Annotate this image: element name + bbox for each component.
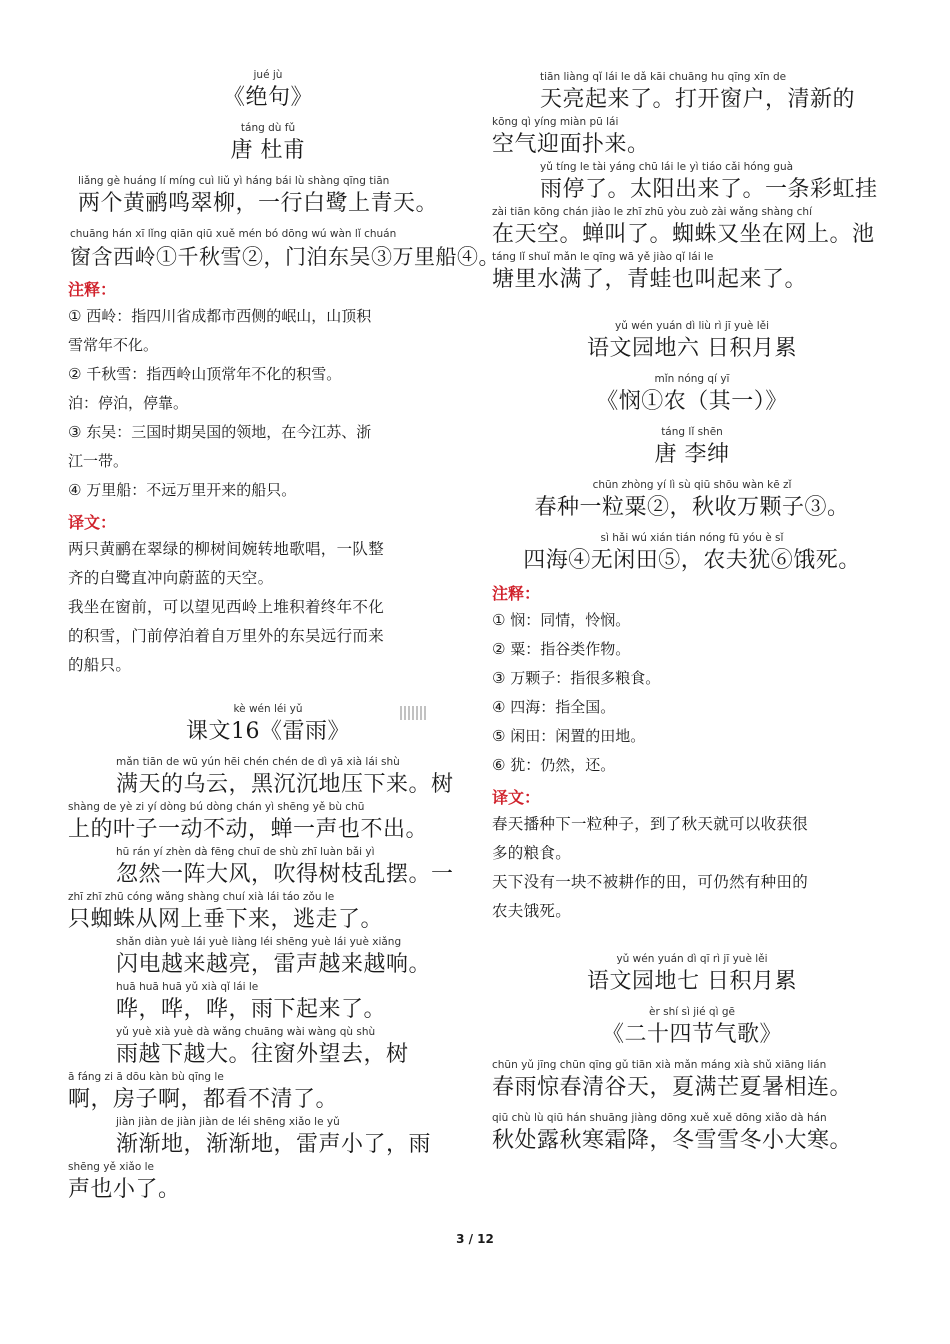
poem-author: 唐 李绅 — [654, 442, 730, 467]
notes-label: 注释： — [492, 584, 541, 603]
text-line: 忽然一阵大风，吹得树枝乱摆。一 — [116, 862, 454, 887]
pinyin-line: jué jù — [253, 69, 283, 81]
poem-title: 《悯①农（其一）》 — [596, 389, 788, 414]
pinyin-line: qiū chù lù qiū hán shuāng jiàng dōng xuě xuě dōng xiǎo dà hán — [492, 1112, 827, 1124]
poem-line: 四海④无闲田⑤，农夫犹⑥饿死。 — [523, 548, 861, 573]
pinyin-line: ā fáng zi ā dōu kàn bù qīng le — [68, 1071, 224, 1083]
pinyin-line: tiān liàng qǐ lái le dǎ kāi chuāng hu qīng xīn de — [540, 71, 787, 83]
note-line: ② 粟：指谷类作物。 — [492, 640, 631, 658]
pinyin-line: yǔ yuè xià yuè dà wǎng chuāng wài wàng qù shù — [116, 1026, 376, 1038]
pinyin-line: hū rán yí zhèn dà fēng chuī de shù zhī luàn bǎi yì — [116, 846, 375, 858]
pinyin-line: yǔ wén yuán dì qī rì jī yuè lěi — [616, 953, 768, 965]
pinyin-line: shēng yě xiǎo le — [68, 1161, 154, 1173]
pinyin-line: liǎng gè huáng lí míng cuì liǔ yì háng bái lù shàng qīng tiān — [78, 175, 390, 187]
translation-line: 的积雪，门前停泊着自万里外的东吴远行而来 — [68, 627, 385, 645]
left-column — [68, 68, 500, 1205]
pinyin-line: táng lǐ shēn — [661, 426, 723, 438]
note-line: ③ 万颗子：指很多粮食。 — [492, 669, 661, 687]
pinyin-line: jiàn jiàn de jiàn jiàn de léi shēng xiǎo le yǔ — [116, 1116, 340, 1128]
pinyin-line: mǎn tiān de wū yún hēi chén chén de dì yā xià lái shù — [116, 756, 400, 768]
poem-jueju — [68, 68, 500, 680]
pinyin-line: shǎn diàn yuè lái yuè liàng léi shēng yuè lái yuè xiǎng — [116, 936, 402, 948]
note-line: ③ 东吴：三国时期吴国的领地，在今江苏、浙 — [68, 423, 372, 441]
text-line: 空气迎面扑来。 — [492, 132, 650, 157]
lesson-title: 课文16《雷雨》 — [186, 719, 350, 744]
pinyin-line: táng dù fǔ — [240, 122, 296, 134]
note-line: 江一带。 — [68, 452, 129, 470]
note-line: ① 悯：同情，怜悯。 — [492, 611, 631, 629]
translation-line: 我坐在窗前，可以望见西岭上堆积着终年不化 — [68, 598, 385, 616]
poem-author: 唐 杜甫 — [230, 138, 306, 163]
pinyin-line: chūn zhòng yí lì sù qiū shōu wàn kē zǐ — [592, 479, 792, 491]
translation-line: 齐的白鹭直冲向蔚蓝的天空。 — [68, 569, 274, 587]
text-line: 塘里水满了，青蛙也叫起来了。 — [492, 267, 808, 292]
pinyin-line: èr shí sì jié qì gē — [649, 1006, 735, 1018]
chinese-garden-7 — [492, 952, 892, 1156]
translation-line: 的船只。 — [68, 656, 132, 674]
translation-line: 两只黄鹂在翠绿的柳树间婉转地歌唱，一队整 — [68, 540, 385, 558]
translation-label: 译文： — [492, 788, 541, 807]
poem-line: 秋处露秋寒霜降，冬雪雪冬小大寒。 — [492, 1128, 853, 1153]
pinyin-line: zài tiān kōng chán jiào le zhī zhū yòu zuò zài wǎng shàng chí — [492, 206, 813, 218]
poem-line: 两个黄鹂鸣翠柳，一行白鹭上青天。 — [78, 191, 439, 216]
pinyin-line: táng lǐ shuǐ mǎn le qīng wā yě jiào qǐ lái le — [492, 251, 714, 263]
lesson-16-continued — [492, 70, 892, 295]
translation-line: 春天播种下一粒种子，到了秋天就可以收获很 — [492, 815, 809, 833]
note-line: ⑤ 闲田：闲置的田地。 — [492, 727, 646, 745]
note-line: 雪常年不化。 — [68, 336, 159, 354]
page-number: 3 / 12 — [456, 1232, 494, 1246]
pinyin-line: zhī zhī zhū cóng wǎng shàng chuí xià lái táo zǒu le — [68, 891, 335, 903]
pinyin-line: yǔ wén yuán dì liù rì jī yuè lěi — [615, 320, 769, 332]
text-line: 只蜘蛛从网上垂下来，逃走了。 — [68, 907, 384, 932]
note-line: ② 千秋雪：指西岭山顶常年不化的积雪。 — [68, 365, 342, 383]
translation-line: 农夫饿死。 — [492, 902, 572, 920]
text-line: 声也小了。 — [68, 1177, 181, 1202]
note-line: 泊：停泊，停靠。 — [68, 394, 189, 412]
text-line: 雨停了。太阳出来了。一条彩虹挂 — [540, 177, 878, 202]
poem-line: 窗含西岭①千秋雪②，门泊东吴③万里船④。 — [70, 245, 500, 269]
note-line: ⑥ 犹：仍然，还。 — [492, 756, 616, 774]
text-line: 天亮起来了。打开窗户，清新的 — [540, 87, 856, 112]
translation-label: 译文： — [68, 513, 117, 532]
text-line: 啊，房子啊，都看不清了。 — [68, 1087, 339, 1112]
pinyin-line: chūn yǔ jīng chūn qīng gǔ tiān xià mǎn máng xià shǔ xiāng lián — [492, 1059, 827, 1071]
section-heading: 语文园地六 日积月累 — [587, 336, 797, 361]
text-line: 上的叶子一动不动，蝉一声也不出。 — [68, 817, 429, 842]
pinyin-line: yǔ tíng le tài yáng chū lái le yì tiáo cǎi hóng guà — [540, 161, 794, 173]
translation-line: 天下没有一块不被耕作的田，可仍然有种田的 — [492, 873, 809, 891]
right-column — [492, 70, 892, 1156]
text-line: 渐渐地，渐渐地，雷声小了，雨 — [116, 1132, 432, 1157]
pinyin-line: kè wén léi yǔ — [233, 703, 303, 715]
text-line: 哗，哗，哗，雨下起来了。 — [116, 997, 387, 1022]
lesson-16-leiyu — [68, 702, 468, 1205]
chinese-garden-6 — [492, 319, 892, 926]
pinyin-line: shàng de yè zi yí dòng bú dòng chán yì shēng yě bù chū — [68, 801, 365, 813]
poem-line: 春雨惊春清谷天，夏满芒夏暑相连。 — [492, 1075, 853, 1100]
pinyin-line: mǐn nóng qí yī — [654, 373, 730, 385]
pinyin-line: kōng qì yíng miàn pū lái — [492, 116, 619, 128]
qr-code-icon — [400, 706, 428, 720]
note-line: ④ 万里船：不远万里开来的船只。 — [68, 481, 297, 499]
text-line: 满天的乌云，黑沉沉地压下来。树 — [116, 772, 454, 797]
text-line: 在天空。蝉叫了。蜘蛛又坐在网上。池 — [492, 222, 875, 247]
note-line: ④ 四海：指全国。 — [492, 698, 616, 716]
pinyin-line: chuāng hán xī lǐng qiān qiū xuě mén bó dōng wú wàn lǐ chuán — [70, 228, 397, 240]
translation-line: 多的粮食。 — [492, 844, 572, 862]
notes-label: 注释： — [68, 280, 117, 299]
poem-title: 《二十四节气歌》 — [601, 1022, 782, 1047]
poem-line: 春种一粒粟②，秋收万颗子③。 — [534, 495, 850, 520]
text-line: 雨越下越大。往窗外望去，树 — [116, 1042, 409, 1067]
pinyin-line: huā huā huā yǔ xià qǐ lái le — [116, 981, 259, 993]
note-line: ① 西岭：指四川省成都市西侧的岷山，山顶积 — [68, 307, 372, 325]
section-heading: 语文园地七 日积月累 — [587, 969, 797, 994]
text-line: 闪电越来越亮，雷声越来越响。 — [116, 952, 432, 977]
pinyin-line: sì hǎi wú xián tián nóng fū yóu è sǐ — [600, 532, 784, 544]
poem-title: 《绝句》 — [222, 85, 313, 110]
